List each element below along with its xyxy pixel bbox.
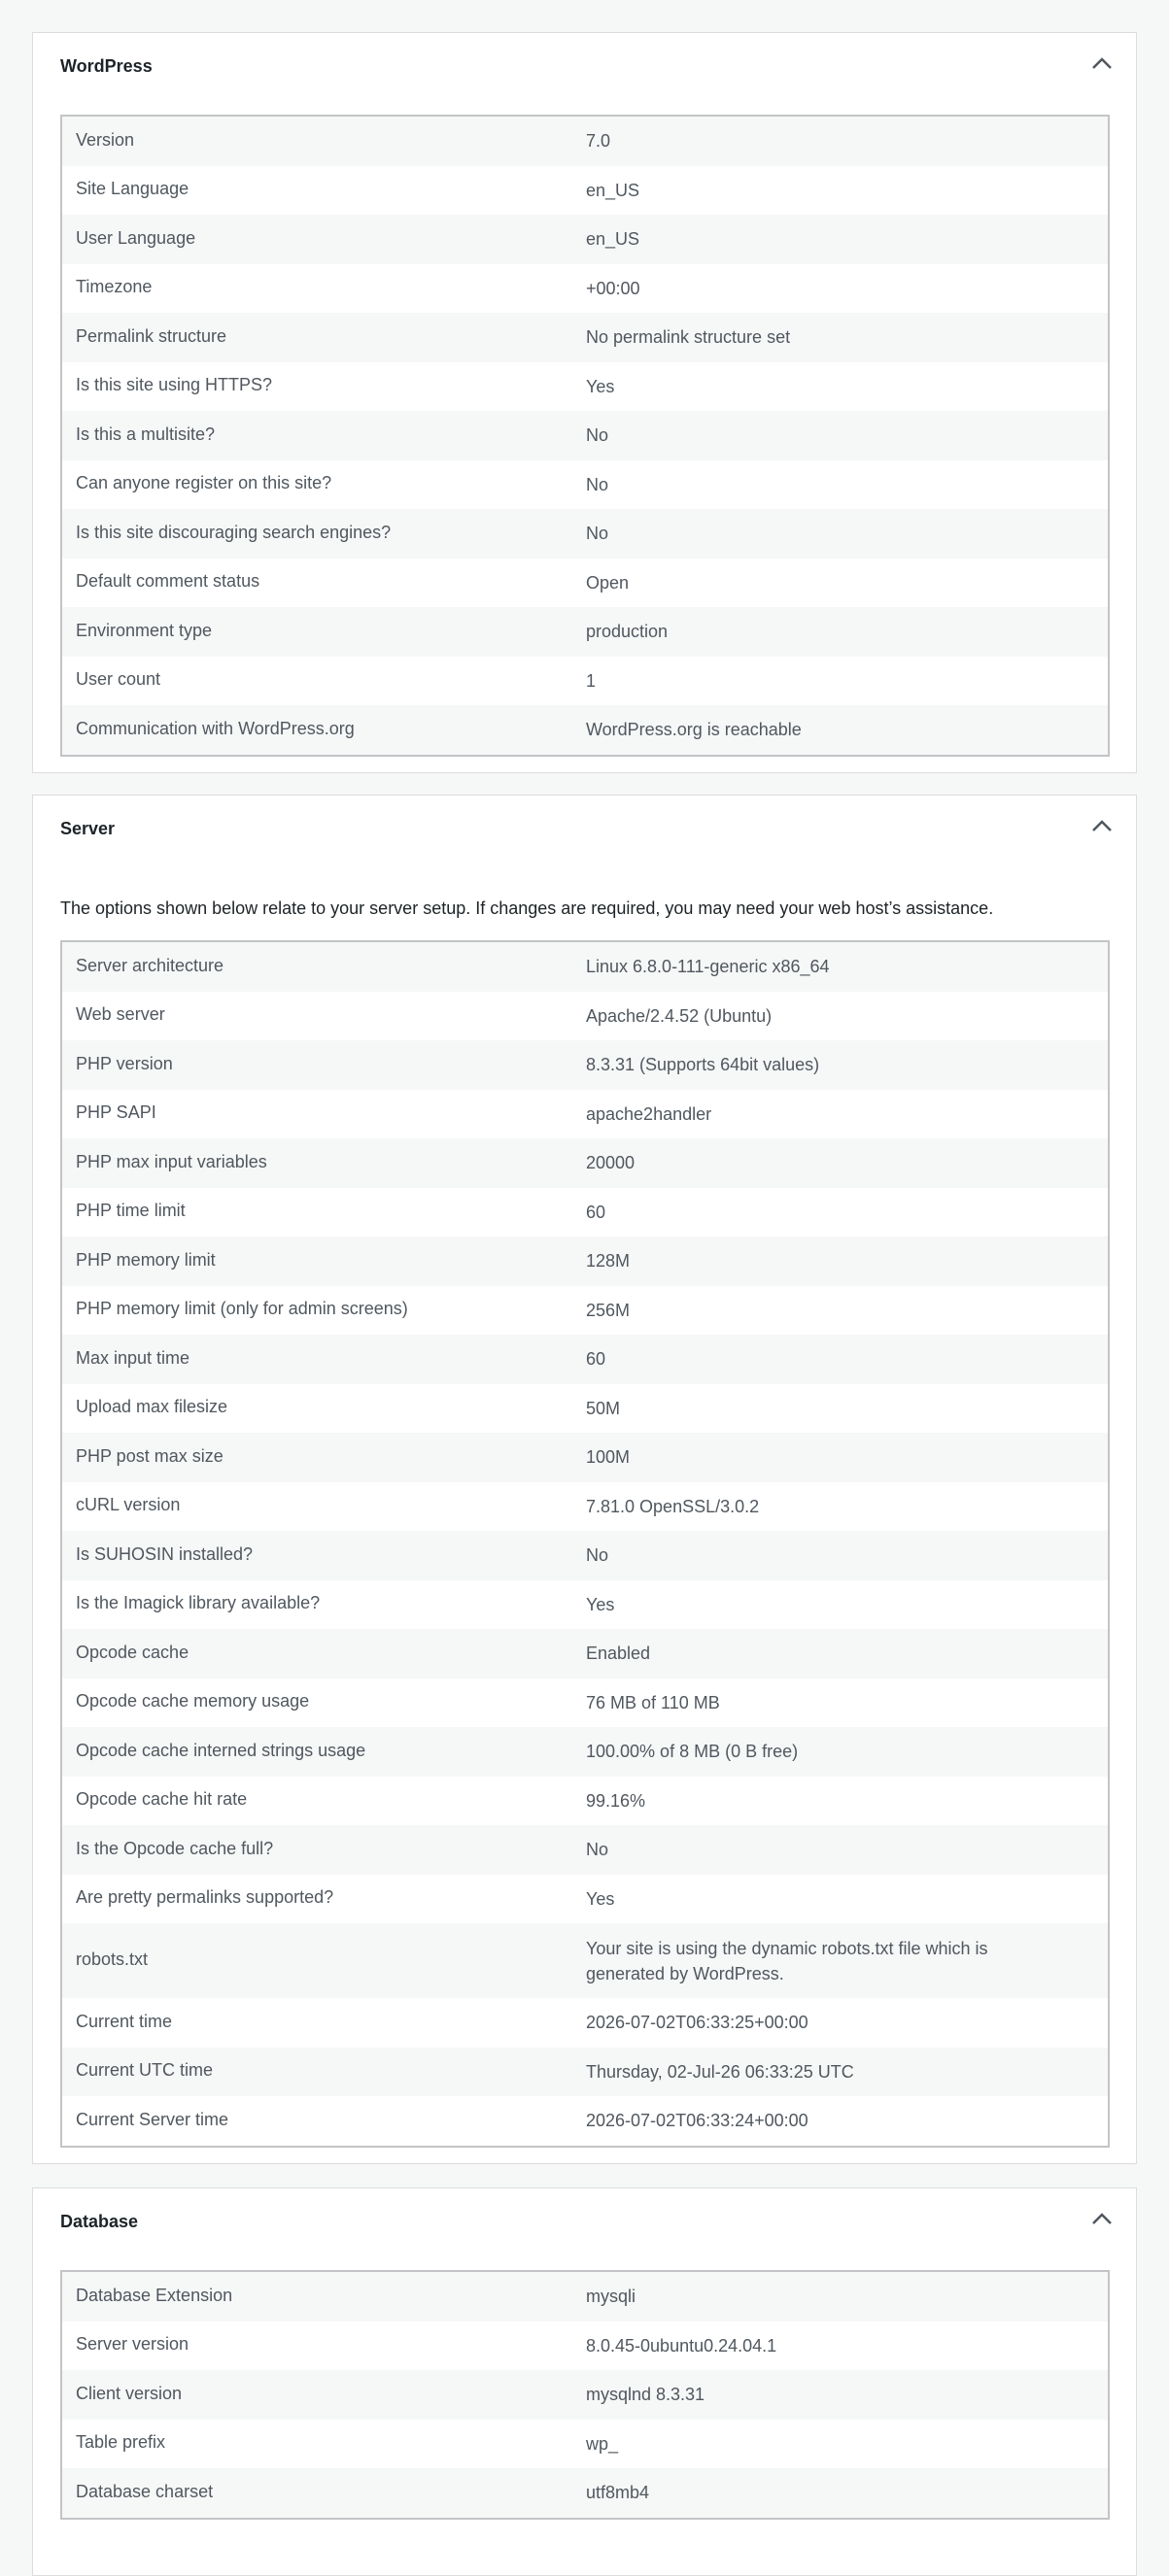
row-label: Upload max filesize [76,1397,228,1417]
table-row [62,2322,1108,2371]
row-label: Is this site discouraging search engines? [76,522,392,542]
row-value: Apache/2.4.52 (Ubuntu) [586,1005,773,1026]
table-row [62,559,1108,608]
table-row [62,411,1108,460]
row-value: 2026-07-02T06:33:24+00:00 [586,2111,808,2131]
row-label: PHP SAPI [76,1102,156,1123]
row-label: Server architecture [76,955,224,975]
table-row [62,1629,1108,1678]
table-row [62,992,1108,1041]
row-label: Opcode cache interned strings usage [76,1740,366,1760]
table-row [62,362,1108,412]
row-label: Are pretty permalinks supported? [76,1887,334,1908]
row-value: No [586,524,609,544]
section-title: WordPress [60,56,153,76]
row-value: 60 [586,1202,606,1222]
row-label: User count [76,669,161,690]
row-label: Environment type [76,620,213,640]
section-title: Server [60,819,116,838]
section-wordpress [32,32,1137,773]
table-row [62,1138,1108,1188]
row-label: User Language [76,227,196,248]
row-value: No [586,1545,609,1566]
table-row [62,509,1108,559]
row-value: Yes [586,376,615,396]
table-row [62,2096,1108,2146]
row-label: Permalink structure [76,325,227,346]
section-header-server[interactable] [33,796,1136,860]
collapse-toggle-button[interactable] [1089,51,1115,76]
row-value: en_US [586,180,640,200]
section-header-database[interactable] [33,2188,1136,2253]
table-row [62,2420,1108,2469]
table-row [62,117,1108,166]
row-label: Is the Opcode cache full? [76,1838,274,1858]
table-row [62,2048,1108,2097]
row-value: 100.00% of 8 MB (0 B free) [586,1742,799,1762]
row-value: No [586,474,609,494]
row-value: wp_ [586,2433,619,2454]
row-value: utf8mb4 [586,2483,650,2503]
row-value: 99.16% [586,1790,646,1811]
table-row [62,1998,1108,2048]
table-row [62,1580,1108,1630]
row-label: Current Server time [76,2109,229,2129]
row-value: mysqli [586,2287,636,2307]
table-row [62,460,1108,510]
row-value: mysqlnd 8.3.31 [586,2385,705,2405]
table-row [62,1678,1108,1728]
row-value: Yes [586,1594,615,1614]
row-label: PHP version [76,1053,173,1073]
row-label: Communication with WordPress.org [76,718,355,738]
row-label: Web server [76,1004,165,1025]
row-value: production [586,622,669,642]
table-row [62,1923,1108,1998]
table-row [62,1090,1108,1139]
table-row [62,942,1108,992]
row-label: PHP max input variables [76,1151,267,1171]
row-label: Table prefix [76,2432,166,2453]
row-value: 8.3.31 (Supports 64bit values) [586,1055,820,1075]
row-value: +00:00 [586,278,640,298]
table-row [62,1875,1108,1924]
row-value: Enabled [586,1644,651,1664]
row-value: WordPress.org is reachable [586,720,802,740]
row-label: Default comment status [76,571,260,592]
collapse-toggle-button[interactable] [1089,813,1115,838]
info-table-wordpress [60,115,1110,757]
chevron-up-icon [1089,2206,1115,2231]
row-label: robots.txt [76,1949,149,1969]
section-server [32,795,1137,2164]
row-value: No [586,425,609,446]
table-row [62,1335,1108,1384]
section-title: Database [60,2212,139,2231]
table-row [62,313,1108,362]
row-label: Server version [76,2334,189,2355]
row-label: Timezone [76,277,153,297]
row-value: 7.81.0 OpenSSL/3.0.2 [586,1496,760,1516]
row-value: No [586,1840,609,1860]
section-header-wordpress[interactable] [33,33,1136,97]
table-row [62,2370,1108,2420]
row-label: PHP time limit [76,1201,186,1221]
table-row [62,1433,1108,1482]
table-row [62,1825,1108,1875]
table-row [62,1777,1108,1826]
table-row [62,264,1108,314]
row-label: Site Language [76,179,189,199]
row-label: cURL version [76,1495,181,1515]
row-value: Linux 6.8.0-111-generic x86_64 [586,957,830,977]
row-value: 1 [586,670,597,691]
row-label: Is the Imagick library available? [76,1593,321,1613]
collapse-toggle-button[interactable] [1089,2206,1115,2231]
row-value: 2026-07-02T06:33:25+00:00 [586,2013,808,2033]
row-label: Can anyone register on this site? [76,473,332,493]
row-value: 20000 [586,1153,636,1173]
row-value: Thursday, 02-Jul-26 06:33:25 UTC [586,2061,854,2082]
row-label: Version [76,129,135,150]
info-table-server [60,940,1110,2148]
row-label: Client version [76,2383,183,2403]
table-row [62,1188,1108,1237]
table-row [62,1727,1108,1777]
row-label: Is this site using HTTPS? [76,375,273,395]
table-row [62,657,1108,706]
table-row [62,1237,1108,1286]
row-label: Current time [76,2011,173,2031]
row-value: 256M [586,1300,631,1320]
row-value: en_US [586,229,640,250]
row-value: 128M [586,1251,631,1271]
table-row [62,215,1108,264]
row-label: PHP post max size [76,1445,223,1466]
row-value: 8.0.45-0ubuntu0.24.04.1 [586,2335,777,2356]
row-label: Max input time [76,1347,190,1368]
row-label: Database Extension [76,2285,233,2305]
table-row [62,607,1108,657]
row-label: Opcode cache [76,1642,189,1662]
table-row [62,1040,1108,1090]
chevron-up-icon [1089,813,1115,838]
row-label: PHP memory limit [76,1249,216,1270]
row-value: Your site is using the dynamic robots.txt file which is generated by WordPress. [586,1938,988,1983]
section-database [32,2187,1137,2576]
table-row [62,2272,1108,2322]
row-label: Is SUHOSIN installed? [76,1543,254,1564]
row-label: Opcode cache memory usage [76,1691,310,1712]
info-table-database [60,2270,1110,2520]
row-value: Open [586,572,630,593]
table-row [62,705,1108,755]
row-value: 7.0 [586,131,611,152]
row-value: 76 MB of 110 MB [586,1692,720,1712]
chevron-up-icon [1089,51,1115,76]
table-row [62,166,1108,216]
row-value: 60 [586,1349,606,1370]
row-label: Database charset [76,2481,214,2501]
section-description: The options shown below relate to your server setup. If changes are required, you may need your web host’s assistance. [60,898,994,918]
row-value: 100M [586,1447,631,1468]
table-row [62,2468,1108,2518]
row-value: Yes [586,1888,615,1909]
row-label: Opcode cache hit rate [76,1789,248,1810]
table-row [62,1531,1108,1580]
row-value: 50M [586,1398,621,1418]
row-label: PHP memory limit (only for admin screens) [76,1299,408,1319]
table-row [62,1384,1108,1434]
table-row [62,1286,1108,1336]
row-label: Current UTC time [76,2060,214,2081]
row-value: apache2handler [586,1103,712,1124]
table-row [62,1482,1108,1532]
row-label: Is this a multisite? [76,424,216,444]
row-value: No permalink structure set [586,327,791,348]
